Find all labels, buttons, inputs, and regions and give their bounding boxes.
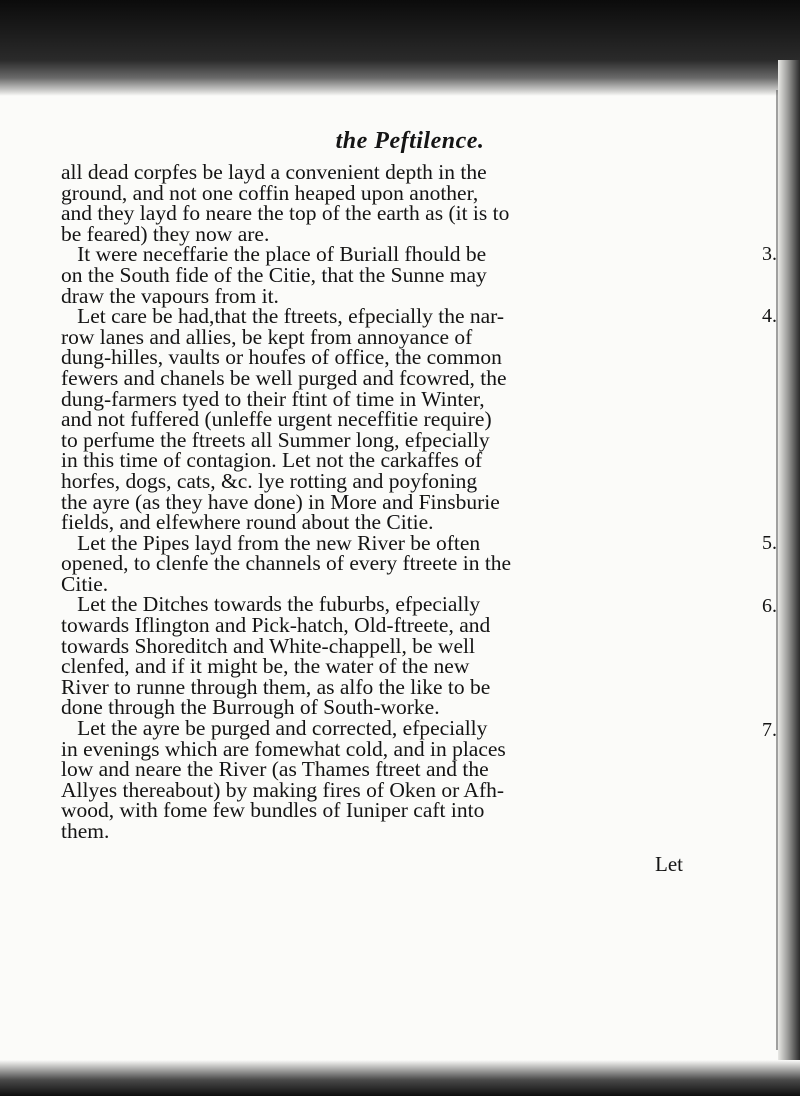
text-line: on the South fide of the Citie, that the Sunne may [61,262,487,287]
text-line: dung-hilles, vaults or houfes of office, the common [61,345,502,370]
running-head: the Peftilence. [335,128,485,154]
text-line: Let the Pipes layd from the new River be often [61,530,481,555]
text-line: and not fuffered (unleffe urgent neceffitie require) [61,407,492,432]
text-line: row lanes and allies, be kept from annoyance of [61,324,473,349]
text-line: in this time of contagion. Let not the carkaffes of [61,448,483,473]
text-line: Let the ayre be purged and corrected, efpecially [61,716,488,741]
margin-number: 5. [762,532,777,554]
text-line: Citie. [61,571,109,596]
margin-number: 4. [762,305,777,327]
text-line: horfes, dogs, cats, &c. lye rotting and poyfoning [61,468,478,493]
text-line: done through the Burrough of South-worke. [61,695,440,720]
text-line: wood, with fome few bundles of Iuniper caft into [61,798,485,823]
text-line: draw the vapours from it. [61,283,279,308]
book-page [0,92,780,1052]
text-line: towards Shoreditch and White-chappell, be well [61,633,475,658]
margin-number: 3. [762,243,777,265]
text-line: fewers and chanels be well purged and fcowred, the [61,365,507,390]
text-line: clenfed, and if it might be, the water of the new [61,654,470,679]
text-line: River to runne through them, as alfo the like to be [61,674,491,699]
text-line: the ayre (as they have done) in More and Finsburie [61,489,500,514]
text-line: ground, and not one coffin heaped upon another, [61,180,479,205]
text-line: opened, to clenfe the channels of every ftreete in the [61,551,512,576]
binding-shadow-top [0,0,800,96]
text-line: It were neceffarie the place of Buriall fhould be [61,242,487,267]
body-text [61,162,731,842]
margin-number: 6. [762,595,777,617]
text-line: Allyes thereabout) by making fires of Oken or Afh- [61,777,505,802]
text-line: them. [61,819,110,843]
text-line: dung-farmers tyed to their ftint of time in Winter, [61,386,485,411]
text-line: and they layd fo neare the top of the earth as (it is to [61,201,510,226]
text-line: fields, and elfewhere round about the Citie. [61,510,434,535]
text-line: be feared) they now are. [61,221,270,246]
text-line: Let care be had,that the ftreets, efpecially the nar- [61,304,505,329]
text-line: all dead corpfes be layd a convenient depth in the [61,160,487,184]
text-line: Let the Ditches towards the fuburbs, efpecially [61,592,481,617]
text-line: to perfume the ftreets all Summer long, efpecially [61,427,490,452]
text-line: low and neare the River (as Thames ftreet and the [61,757,489,782]
page-edge-right [778,60,800,1070]
binding-shadow-bottom [0,1060,800,1096]
catchword: Let [655,852,683,876]
text-line: in evenings which are fomewhat cold, and in places [61,736,506,761]
margin-number: 7. [762,719,777,741]
text-line: towards Iflington and Pick-hatch, Old-ftreete, and [61,613,491,638]
